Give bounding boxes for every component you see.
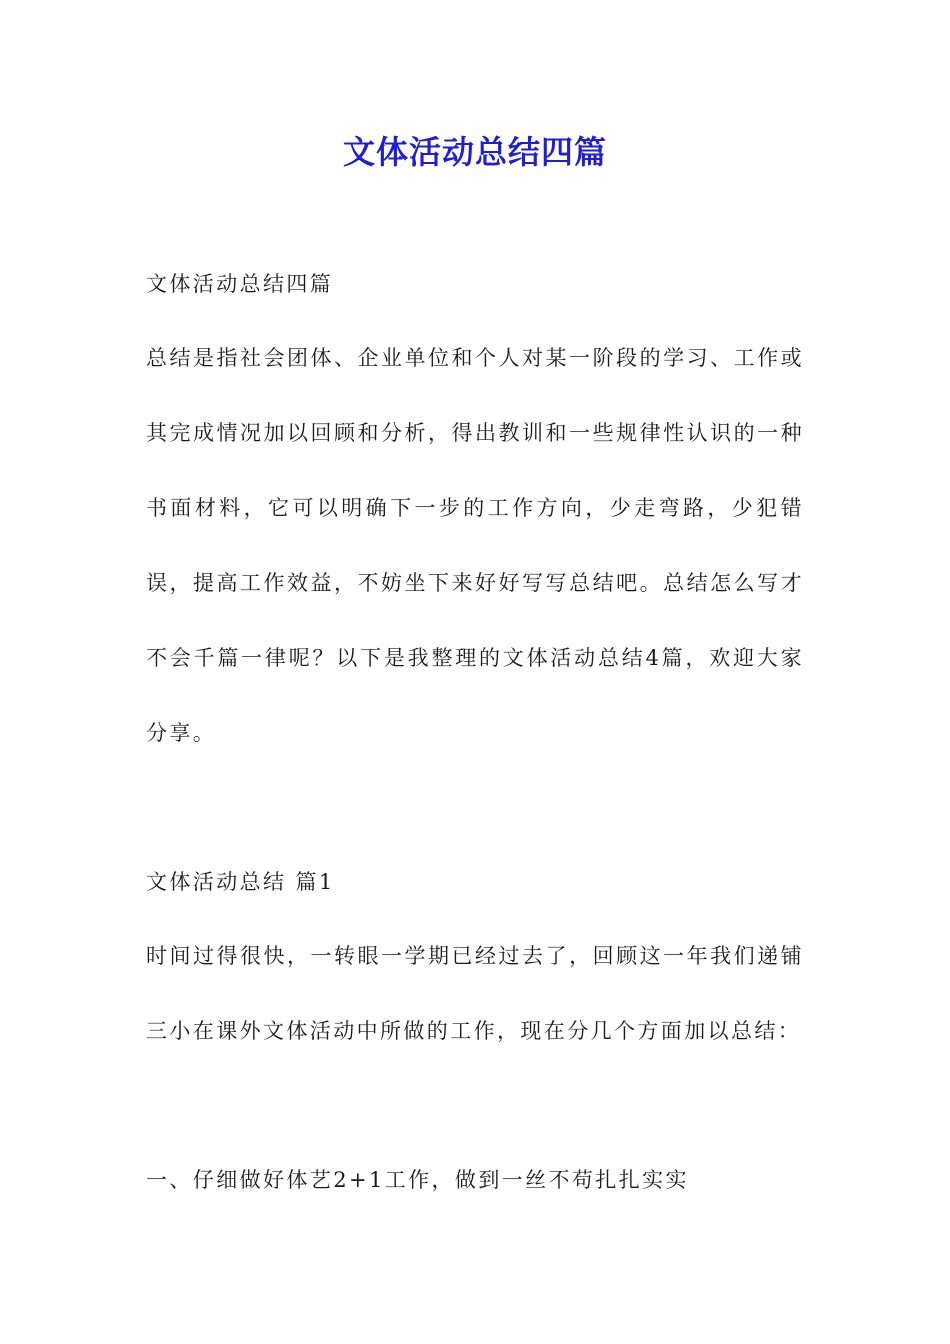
section-1-heading: 文体活动总结 篇1 — [146, 870, 335, 894]
document-title: 文体活动总结四篇 — [342, 133, 607, 171]
document-subtitle: 文体活动总结四篇 — [146, 272, 334, 296]
intro-paragraph: 总结是指社会团体、企业单位和个人对某一阶段的学习、工作或其完成情况加以回顾和分析，得出教训和一些规律性认识的一种书面材料，它可以明确下一步的工作方向，少走弯路，少犯错误，提高工作效益，不妨坐下来好好写写总结吧。总结怎么写才不会千篇一律呢？以下是我整理的文体活动总结4篇，欢迎大家分享。 — [146, 346, 804, 745]
section-1-paragraph: 时间过得很快，一转眼一学期已经过去了，回顾这一年我们递铺三小在课外文体活动中所做的工作，现在分几个方面加以总结： — [146, 944, 804, 1043]
section-1-point-1: 一、仔细做好体艺2+1工作，做到一丝不苟扎扎实实 — [146, 1168, 689, 1192]
